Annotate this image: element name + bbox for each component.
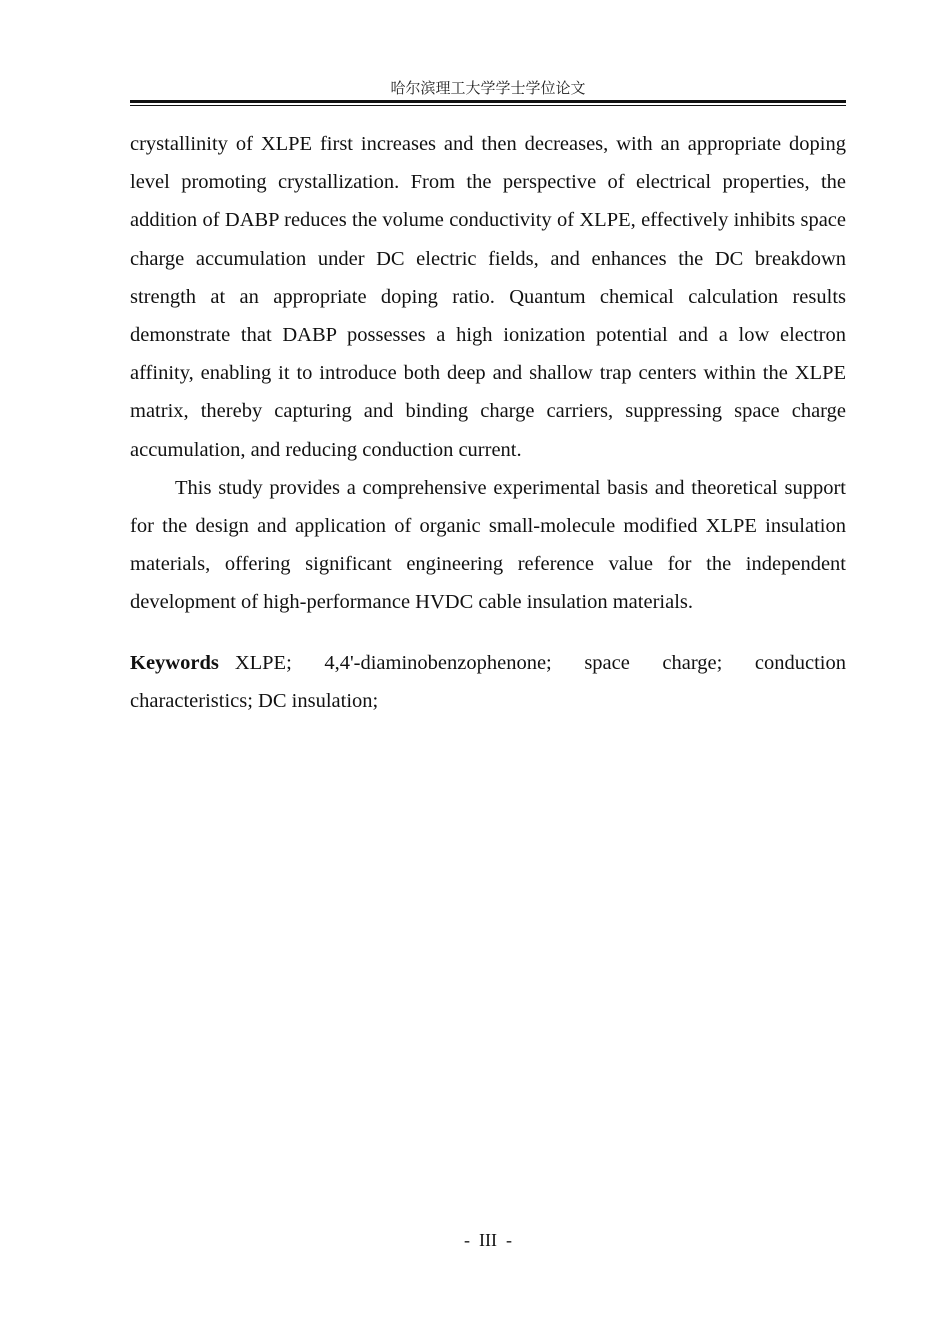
abstract-paragraph: crystallinity of XLPE first increases and then decreases, with an appropriate doping level promoting crystallization. From the perspective of electrical properties, the addition of DABP reduces the volume conductivity of XLPE, effectively inhibits space charge accumulation under DC electric fields, and enhances the DC breakdown strength at an appropriate doping ratio. Quantum chemical calculation results demonstrate that DABP possesses a high ionization potential and a low electron affinity, enabling it to introduce both deep and shallow trap centers within the XLPE matrix, thereby capturing and binding charge carriers, suppressing space charge accumulation, and reducing conduction current. (130, 133, 846, 461)
page-number: - III - (464, 1230, 512, 1250)
keywords-line (130, 644, 846, 720)
header-rule (130, 100, 846, 106)
abstract-body (130, 125, 846, 720)
abstract-paragraph: This study provides a comprehensive experimental basis and theoretical support for the design and application of organic small-molecule modified XLPE insulation materials, offering significant engineering reference value for the independent development of high-performance HVDC cable insulation materials. (130, 476, 846, 614)
keywords-label: Keywords (130, 651, 219, 674)
header-rule-thin (130, 105, 846, 106)
header-rule-thick (130, 100, 846, 103)
keywords-text: XLPE; 4,4'-diaminobenzophenone; space charge; conduction characteristics; DC insulation; (130, 651, 846, 712)
page-header: 哈尔滨理工大学学士学位论文 (390, 79, 586, 97)
